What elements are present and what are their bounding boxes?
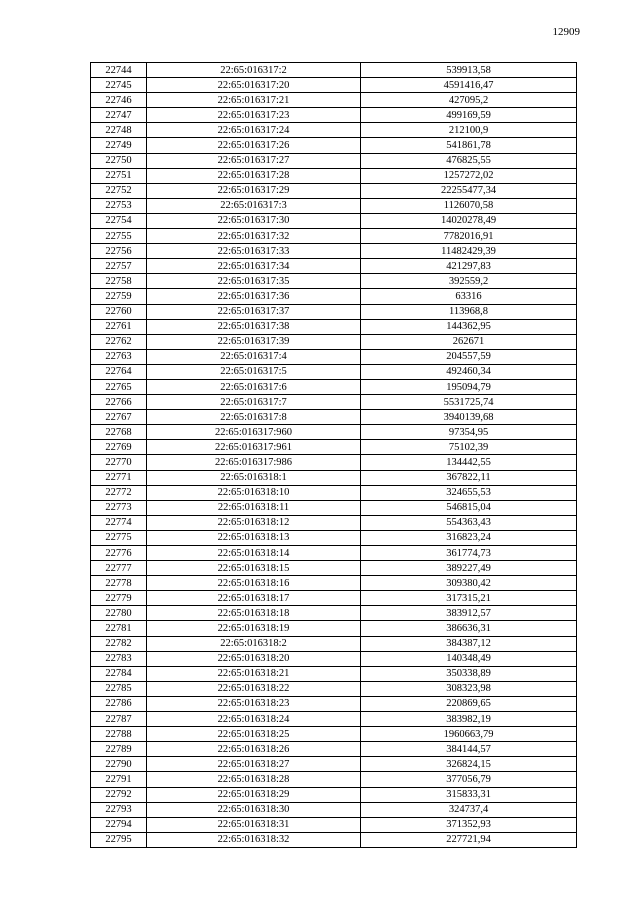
table-row	[91, 395, 577, 410]
value-cell: 14020278,49	[361, 213, 577, 228]
cadastral-number-cell: 22:65:016317:32	[147, 229, 361, 244]
row-number-cell: 22752	[91, 183, 147, 198]
row-number-cell: 22749	[91, 138, 147, 153]
row-number-cell: 22775	[91, 530, 147, 545]
row-number-cell: 22785	[91, 681, 147, 696]
table-row	[91, 168, 577, 183]
cadastral-number-cell: 22:65:016318:30	[147, 802, 361, 817]
cadastral-number-cell: 22:65:016317:20	[147, 78, 361, 93]
cadastral-number-cell: 22:65:016318:15	[147, 561, 361, 576]
table-row	[91, 198, 577, 213]
row-number-cell: 22780	[91, 606, 147, 621]
table-row	[91, 455, 577, 470]
row-number-cell: 22782	[91, 636, 147, 651]
table-row	[91, 319, 577, 334]
row-number-cell: 22754	[91, 213, 147, 228]
row-number-cell: 22745	[91, 78, 147, 93]
table-row	[91, 410, 577, 425]
table-row	[91, 229, 577, 244]
table-row	[91, 213, 577, 228]
cadastral-number-cell: 22:65:016317:36	[147, 289, 361, 304]
page-number: 12909	[552, 26, 580, 38]
table-row	[91, 696, 577, 711]
cadastral-number-cell: 22:65:016318:14	[147, 546, 361, 561]
row-number-cell: 22788	[91, 727, 147, 742]
row-number-cell: 22794	[91, 817, 147, 832]
value-cell: 140348,49	[361, 651, 577, 666]
value-cell: 546815,04	[361, 500, 577, 515]
value-cell: 492460,34	[361, 364, 577, 379]
value-cell: 427095,2	[361, 93, 577, 108]
table-row	[91, 651, 577, 666]
row-number-cell: 22772	[91, 485, 147, 500]
row-number-cell: 22755	[91, 229, 147, 244]
table-row	[91, 681, 577, 696]
table-row	[91, 817, 577, 832]
cadastral-number-cell: 22:65:016317:30	[147, 213, 361, 228]
table-row	[91, 425, 577, 440]
row-number-cell: 22764	[91, 364, 147, 379]
cadastral-number-cell: 22:65:016317:7	[147, 395, 361, 410]
table-row	[91, 772, 577, 787]
cadastral-number-cell: 22:65:016317:37	[147, 304, 361, 319]
value-cell: 212100,9	[361, 123, 577, 138]
row-number-cell: 22768	[91, 425, 147, 440]
table-row	[91, 123, 577, 138]
row-number-cell: 22787	[91, 712, 147, 727]
cadastral-number-cell: 22:65:016318:28	[147, 772, 361, 787]
row-number-cell: 22759	[91, 289, 147, 304]
value-cell: 384144,57	[361, 742, 577, 757]
row-number-cell: 22750	[91, 153, 147, 168]
table-row	[91, 183, 577, 198]
row-number-cell: 22751	[91, 168, 147, 183]
cadastral-number-cell: 22:65:016317:2	[147, 63, 361, 78]
value-cell: 204557,59	[361, 349, 577, 364]
row-number-cell: 22790	[91, 757, 147, 772]
table-row	[91, 802, 577, 817]
cadastral-number-cell: 22:65:016317:24	[147, 123, 361, 138]
value-cell: 324737,4	[361, 802, 577, 817]
row-number-cell: 22769	[91, 440, 147, 455]
table-row	[91, 832, 577, 847]
value-cell: 392559,2	[361, 274, 577, 289]
table-row	[91, 440, 577, 455]
value-cell: 389227,49	[361, 561, 577, 576]
row-number-cell: 22747	[91, 108, 147, 123]
value-cell: 1257272,02	[361, 168, 577, 183]
row-number-cell: 22778	[91, 576, 147, 591]
row-number-cell: 22786	[91, 696, 147, 711]
row-number-cell: 22760	[91, 304, 147, 319]
table-row	[91, 500, 577, 515]
value-cell: 383982,19	[361, 712, 577, 727]
row-number-cell: 22781	[91, 621, 147, 636]
table-row	[91, 93, 577, 108]
value-cell: 541861,78	[361, 138, 577, 153]
value-cell: 262671	[361, 334, 577, 349]
cadastral-number-cell: 22:65:016318:27	[147, 757, 361, 772]
table-row	[91, 364, 577, 379]
table-row	[91, 153, 577, 168]
table-row	[91, 470, 577, 485]
cadastral-number-cell: 22:65:016318:10	[147, 485, 361, 500]
cadastral-number-cell: 22:65:016318:17	[147, 591, 361, 606]
value-cell: 309380,42	[361, 576, 577, 591]
value-cell: 227721,94	[361, 832, 577, 847]
cadastral-number-cell: 22:65:016317:961	[147, 440, 361, 455]
value-cell: 421297,83	[361, 259, 577, 274]
table-row	[91, 289, 577, 304]
table-row	[91, 259, 577, 274]
row-number-cell: 22748	[91, 123, 147, 138]
cadastral-number-cell: 22:65:016317:29	[147, 183, 361, 198]
row-number-cell: 22777	[91, 561, 147, 576]
row-number-cell: 22795	[91, 832, 147, 847]
value-cell: 75102,39	[361, 440, 577, 455]
row-number-cell: 22767	[91, 410, 147, 425]
table-row	[91, 138, 577, 153]
value-cell: 308323,98	[361, 681, 577, 696]
cadastral-number-cell: 22:65:016317:3	[147, 198, 361, 213]
cadastral-number-cell: 22:65:016317:26	[147, 138, 361, 153]
table-row	[91, 712, 577, 727]
cadastral-number-cell: 22:65:016317:6	[147, 379, 361, 394]
value-cell: 144362,95	[361, 319, 577, 334]
value-cell: 326824,15	[361, 757, 577, 772]
value-cell: 316823,24	[361, 530, 577, 545]
value-cell: 317315,21	[361, 591, 577, 606]
table-row	[91, 63, 577, 78]
cadastral-number-cell: 22:65:016317:39	[147, 334, 361, 349]
cadastral-number-cell: 22:65:016317:35	[147, 274, 361, 289]
table-row	[91, 78, 577, 93]
value-cell: 499169,59	[361, 108, 577, 123]
cadastral-number-cell: 22:65:016318:29	[147, 787, 361, 802]
table-row	[91, 636, 577, 651]
value-cell: 386636,31	[361, 621, 577, 636]
table-row	[91, 727, 577, 742]
cadastral-number-cell: 22:65:016318:18	[147, 606, 361, 621]
table-row	[91, 485, 577, 500]
data-table	[90, 62, 577, 848]
value-cell: 220869,65	[361, 696, 577, 711]
table-row	[91, 515, 577, 530]
row-number-cell: 22776	[91, 546, 147, 561]
cadastral-number-cell: 22:65:016317:33	[147, 244, 361, 259]
row-number-cell: 22766	[91, 395, 147, 410]
row-number-cell: 22765	[91, 379, 147, 394]
table-row	[91, 757, 577, 772]
value-cell: 113968,8	[361, 304, 577, 319]
value-cell: 554363,43	[361, 515, 577, 530]
row-number-cell: 22756	[91, 244, 147, 259]
table-row	[91, 787, 577, 802]
value-cell: 195094,79	[361, 379, 577, 394]
value-cell: 539913,58	[361, 63, 577, 78]
cadastral-number-cell: 22:65:016318:32	[147, 832, 361, 847]
cadastral-number-cell: 22:65:016318:26	[147, 742, 361, 757]
row-number-cell: 22757	[91, 259, 147, 274]
value-cell: 350338,89	[361, 666, 577, 681]
table-row	[91, 244, 577, 259]
cadastral-number-cell: 22:65:016317:8	[147, 410, 361, 425]
cadastral-number-cell: 22:65:016318:13	[147, 530, 361, 545]
row-number-cell: 22783	[91, 651, 147, 666]
cadastral-number-cell: 22:65:016317:4	[147, 349, 361, 364]
cadastral-number-cell: 22:65:016318:2	[147, 636, 361, 651]
row-number-cell: 22793	[91, 802, 147, 817]
value-cell: 63316	[361, 289, 577, 304]
row-number-cell: 22761	[91, 319, 147, 334]
cadastral-number-cell: 22:65:016318:24	[147, 712, 361, 727]
row-number-cell: 22784	[91, 666, 147, 681]
value-cell: 361774,73	[361, 546, 577, 561]
value-cell: 367822,11	[361, 470, 577, 485]
table-row	[91, 274, 577, 289]
value-cell: 97354,95	[361, 425, 577, 440]
cadastral-number-cell: 22:65:016318:16	[147, 576, 361, 591]
row-number-cell: 22770	[91, 455, 147, 470]
cadastral-number-cell: 22:65:016318:25	[147, 727, 361, 742]
value-cell: 1126070,58	[361, 198, 577, 213]
cadastral-number-cell: 22:65:016318:1	[147, 470, 361, 485]
row-number-cell: 22789	[91, 742, 147, 757]
value-cell: 134442,55	[361, 455, 577, 470]
cadastral-number-cell: 22:65:016317:5	[147, 364, 361, 379]
row-number-cell: 22758	[91, 274, 147, 289]
cadastral-number-cell: 22:65:016318:31	[147, 817, 361, 832]
value-cell: 315833,31	[361, 787, 577, 802]
table-body	[91, 63, 577, 848]
cadastral-number-cell: 22:65:016317:38	[147, 319, 361, 334]
value-cell: 1960663,79	[361, 727, 577, 742]
table-row	[91, 349, 577, 364]
table-row	[91, 606, 577, 621]
table-row	[91, 561, 577, 576]
cadastral-number-cell: 22:65:016318:11	[147, 500, 361, 515]
cadastral-number-cell: 22:65:016317:34	[147, 259, 361, 274]
table-row	[91, 546, 577, 561]
value-cell: 5531725,74	[361, 395, 577, 410]
table-row	[91, 379, 577, 394]
table-row	[91, 530, 577, 545]
cadastral-number-cell: 22:65:016317:986	[147, 455, 361, 470]
value-cell: 22255477,34	[361, 183, 577, 198]
row-number-cell: 22753	[91, 198, 147, 213]
value-cell: 4591416,47	[361, 78, 577, 93]
table-row	[91, 591, 577, 606]
value-cell: 476825,55	[361, 153, 577, 168]
row-number-cell: 22763	[91, 349, 147, 364]
row-number-cell: 22791	[91, 772, 147, 787]
cadastral-number-cell: 22:65:016318:12	[147, 515, 361, 530]
value-cell: 11482429,39	[361, 244, 577, 259]
row-number-cell: 22773	[91, 500, 147, 515]
table-row	[91, 742, 577, 757]
row-number-cell: 22779	[91, 591, 147, 606]
cadastral-number-cell: 22:65:016317:28	[147, 168, 361, 183]
row-number-cell: 22771	[91, 470, 147, 485]
cadastral-number-cell: 22:65:016318:21	[147, 666, 361, 681]
table-row	[91, 576, 577, 591]
table-row	[91, 334, 577, 349]
cadastral-number-cell: 22:65:016317:27	[147, 153, 361, 168]
row-number-cell: 22762	[91, 334, 147, 349]
cadastral-number-cell: 22:65:016318:22	[147, 681, 361, 696]
value-cell: 7782016,91	[361, 229, 577, 244]
row-number-cell: 22792	[91, 787, 147, 802]
row-number-cell: 22746	[91, 93, 147, 108]
row-number-cell: 22774	[91, 515, 147, 530]
value-cell: 3940139,68	[361, 410, 577, 425]
row-number-cell: 22744	[91, 63, 147, 78]
table-row	[91, 108, 577, 123]
table-row	[91, 666, 577, 681]
value-cell: 377056,79	[361, 772, 577, 787]
cadastral-number-cell: 22:65:016317:960	[147, 425, 361, 440]
value-cell: 383912,57	[361, 606, 577, 621]
cadastral-number-cell: 22:65:016317:23	[147, 108, 361, 123]
table-row	[91, 621, 577, 636]
cadastral-number-cell: 22:65:016317:21	[147, 93, 361, 108]
table-row	[91, 304, 577, 319]
cadastral-number-cell: 22:65:016318:23	[147, 696, 361, 711]
cadastral-number-cell: 22:65:016318:20	[147, 651, 361, 666]
value-cell: 384387,12	[361, 636, 577, 651]
cadastral-number-cell: 22:65:016318:19	[147, 621, 361, 636]
value-cell: 324655,53	[361, 485, 577, 500]
value-cell: 371352,93	[361, 817, 577, 832]
